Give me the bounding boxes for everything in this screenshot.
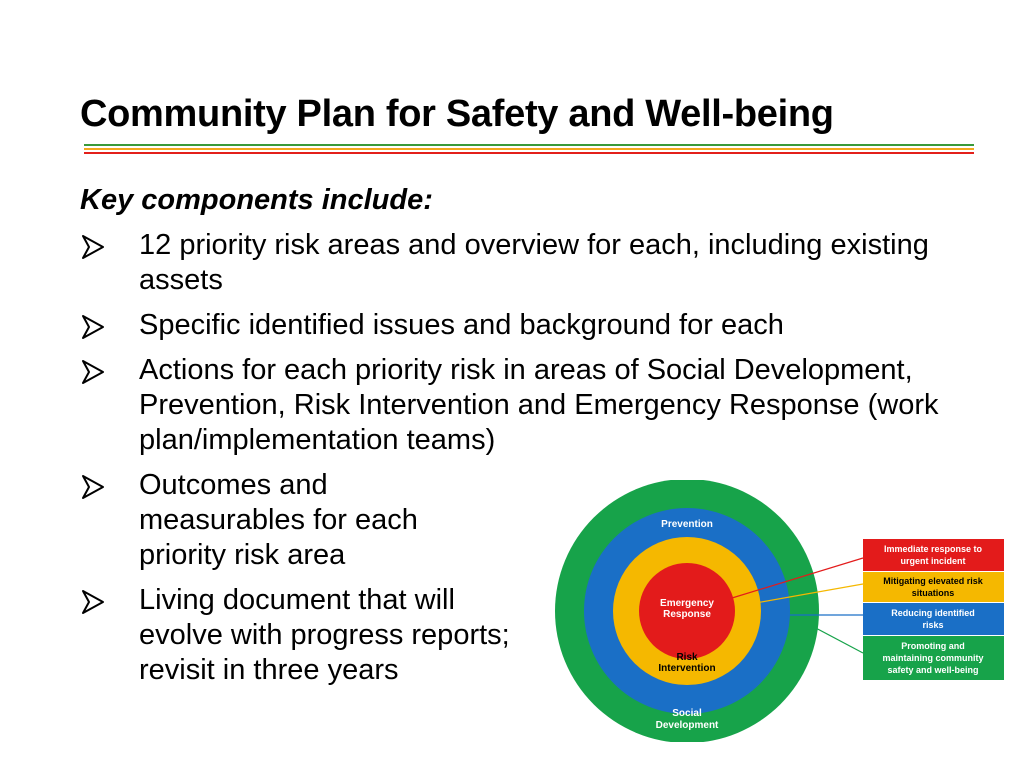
box-text: Reducing identified xyxy=(891,608,975,618)
bullet-item xyxy=(80,308,1010,343)
label-social-line1: Social xyxy=(672,708,702,719)
label-emergency-line2: Response xyxy=(663,609,711,620)
box-text: Promoting and xyxy=(901,641,965,651)
label-social-line2: Development xyxy=(655,720,719,731)
arrow-bullet-icon xyxy=(80,474,106,500)
bullet-text: 12 priority risk areas and overview for each, including existing assets xyxy=(139,229,929,296)
box-text: urgent incident xyxy=(900,556,966,566)
box-text: risks xyxy=(922,620,944,630)
arrow-bullet-icon xyxy=(80,234,106,260)
box-text: Immediate response to xyxy=(883,544,983,554)
bullet-text: Specific identified issues and background for each xyxy=(139,309,784,341)
box-text: Mitigating elevated risk xyxy=(883,576,983,586)
connector-social xyxy=(812,626,863,653)
label-risk-line1: Risk xyxy=(676,652,698,663)
continuum-diagram xyxy=(550,480,1010,742)
intro-heading: Key components include: xyxy=(80,184,433,216)
title-rule-orange xyxy=(84,148,974,150)
title-rule-green xyxy=(84,144,974,146)
box-text: situations xyxy=(911,588,955,598)
bullet-item xyxy=(80,228,1010,298)
label-risk-line2: Intervention xyxy=(658,663,716,674)
slide-title: Community Plan for Safety and Well-being xyxy=(80,93,834,135)
box-text: safety and well-being xyxy=(887,665,979,675)
label-emergency-line1: Emergency xyxy=(660,598,714,609)
bullet-item xyxy=(80,583,519,688)
arrow-bullet-icon xyxy=(80,314,106,340)
title-rule-red xyxy=(84,152,974,154)
bullet-item xyxy=(80,353,1010,458)
bullet-text: Actions for each priority risk in areas of Social Development, Prevention, Risk Intervention and Emergency Response (work plan/implementation teams) xyxy=(139,354,939,456)
arrow-bullet-icon xyxy=(80,589,106,615)
bullet-item xyxy=(80,468,459,573)
bullet-text: Outcomes and measurables for each priority risk area xyxy=(139,469,418,571)
label-prevention: Prevention xyxy=(661,519,713,530)
arrow-bullet-icon xyxy=(80,359,106,385)
box-text: maintaining community xyxy=(882,653,984,663)
bullet-text: Living document that will evolve with progress reports; revisit in three years xyxy=(139,584,510,686)
